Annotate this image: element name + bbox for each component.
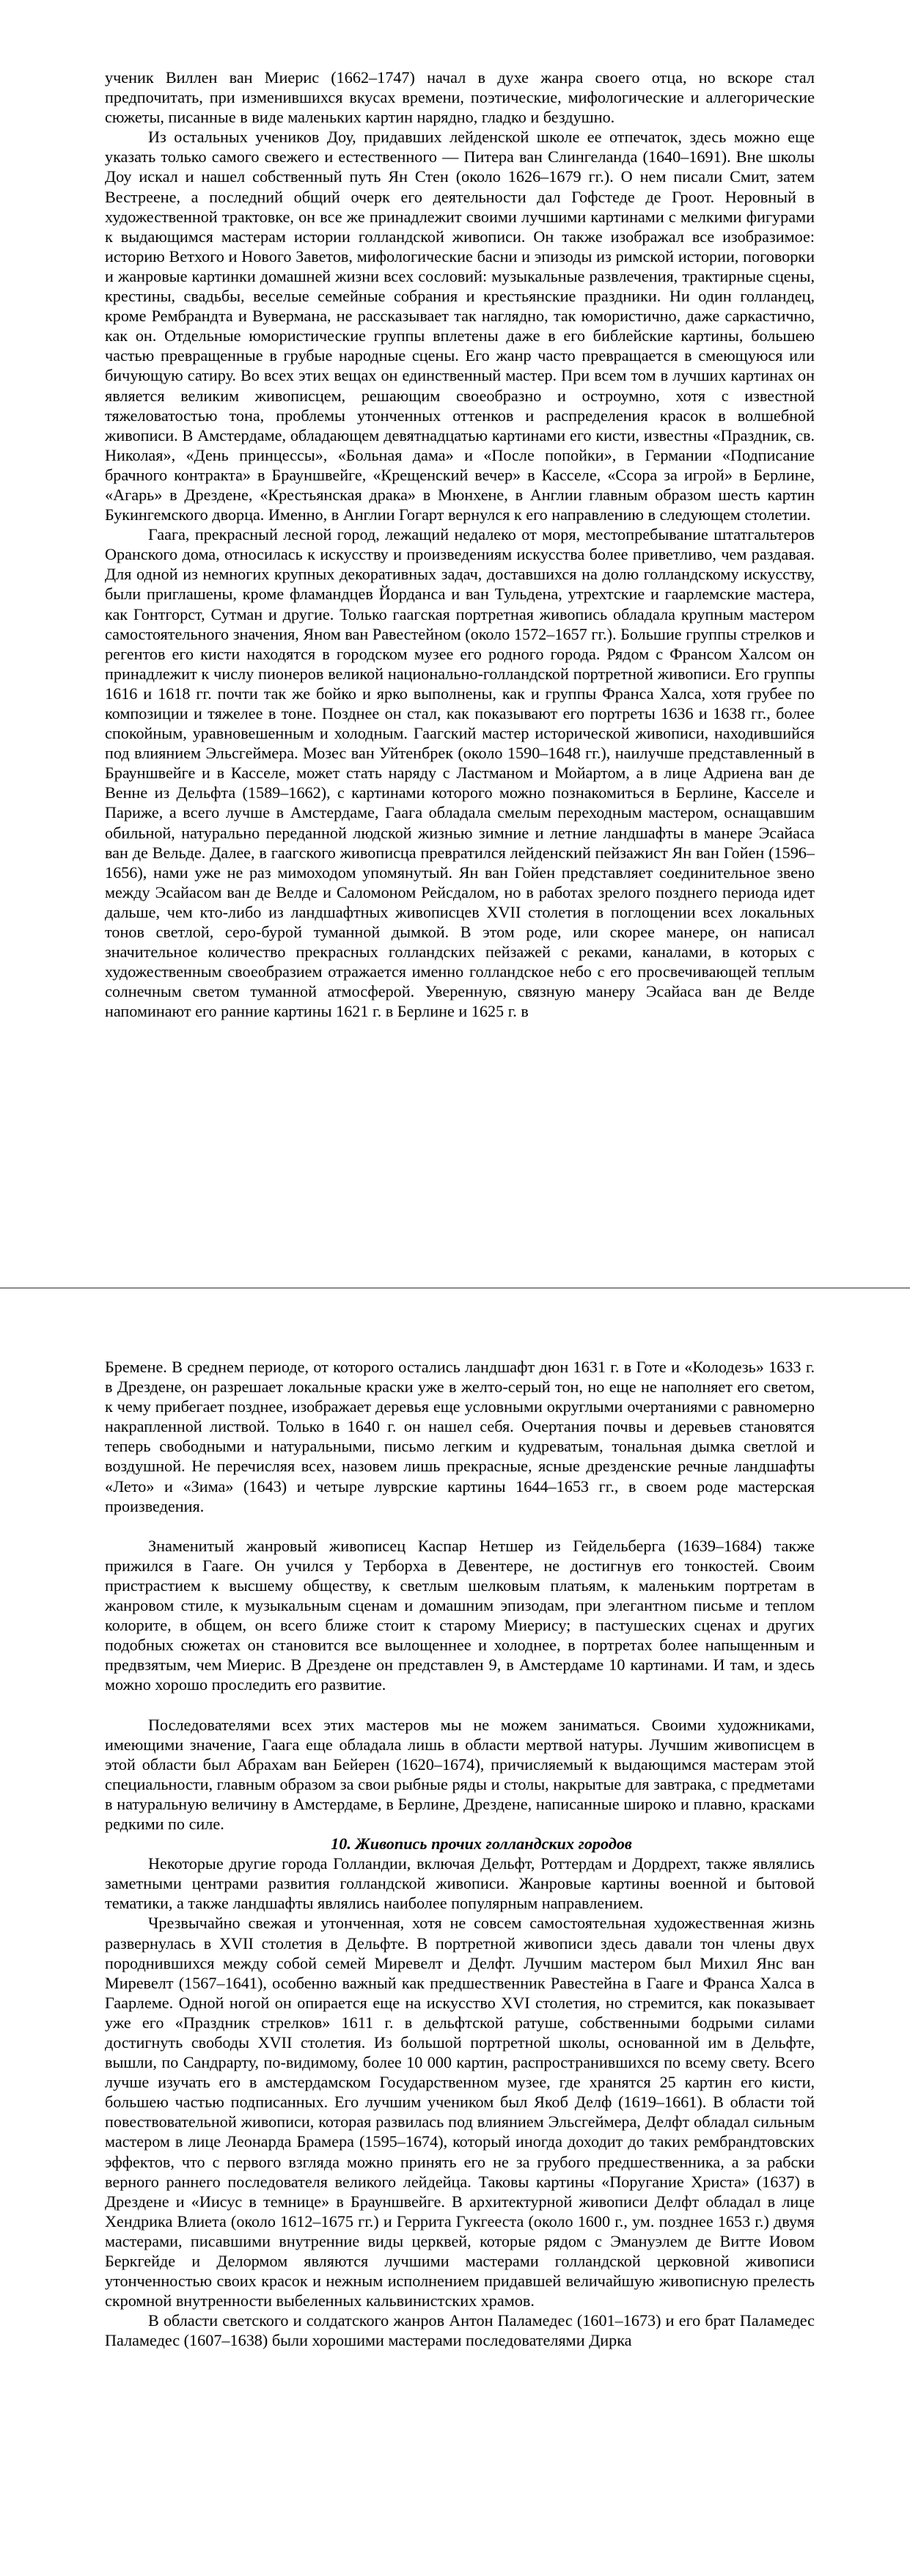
- page-1-text: [105, 67, 815, 1022]
- section-heading: 10. Живопись прочих голландских городов: [331, 1834, 632, 1854]
- page-2: [0, 1289, 910, 2576]
- paragraph: Из остальных учеников Доу, придавших лейденской школе ее отпечаток, здесь можно еще указать только самого свежего и естественного — Питера ван Слингеланда (1640–1691). Вне школы Доу искал и нашел собственный путь Ян Стен (около 1626–1679 гг.). О нем писали Смит, затем Вестреене, а последний общий очерк его деятельности дал Гофстеде де Гроот. Неровный в художественной трактовке, он все же принадлежит своими лучшими картинами с мелкими фигурами к выдающимся мастерам истории голландской живописи. Он также изображал все изобразимое: историю Ветхого и Нового Заветов, мифологические басни и эпизоды из римской истории, поговорки и жанровые картинки домашней жизни всех сословий: музыкальные развлечения, трактирные сцены, крестины, свадьбы, веселые семейные собрания и крестьянские праздники. Ни один голландец, кроме Рембрандта и Вувермана, не рассказывает так наглядно, так юмористично, даже саркастично, как он. Отдельные юмористические группы вплетены даже в его библейские картины, большею частью превращенные в грубые народные сцены. Его жанр часто превращается в смеющуюся или бичующую сатиру. Во всех этих вещах он единственный мастер. При всем том в лучших картинах он является великим живописцем, решающим своеобразно и остроумно, хотя с известной тяжеловатостью тона, проблемы утонченных оттенков и распределения красок в волшебной живописи. В Амстердаме, обладающем девятнадцатью картинами его кисти, известны «Праздник, св. Николая», «День принцессы», «Больная дама» и «После попойки», в Германии «Подписание брачного контракта» в Брауншвейге, «Крещенский вечер» в Касселе, «Ссора за игрой» в Берлине, «Агарь» в Дрездене, «Крестьянская драка» в Мюнхене, в Англии главным образом шесть картин Букингемского дворца. Именно, в Англии Гогарт вернулся к его направлению в следующем столетии.: [105, 128, 815, 524]
- paragraph: Некоторые другие города Голландии, включая Дельфт, Роттердам и Дордрехт, также являлись заметными центрами развития голландской живописи. Жанровые картины военной и бытовой тематики, а также ландшафты являлись наиболее популярным направлением.: [105, 1854, 815, 1913]
- paragraph: Последователями всех этих мастеров мы не можем заниматься. Своими художниками, имеющими значение, Гаага еще обладала лишь в области мертвой натуры. Лучшим живописцем в этой области был Абрахам ван Бейерен (1620–1674), причисляемый к выдающимся мастерам этой специальности, главным образом за свои рыбные ряды и столы, накрытые для завтрака, с предметами в натуральную величину в Амстердаме, в Берлине, Дрездене, написанные широко и плавно, красками редкими по силе.: [105, 1715, 815, 1833]
- page-2-text: [105, 1357, 815, 2351]
- paragraph: Гаага, прекрасный лесной город, лежащий недалеко от моря, местопребывание штатгальтеров Оранского дома, относилась к искусству и произведениям искусства более приветливо, чем раздавая. Для одной из немногих крупных декоративных задач, доставшихся на долю голландскому искусству, были приглашены, кроме фламандцев Йорданса и ван Тульдена, утрехтские и гаарлемские мастера, как Гонтгорст, Сутман и другие. Только гаагская портретная живопись обладала крупным мастером самостоятельного значения, Яном ван Равестейном (около 1572–1657 гг.). Большие группы стрелков и регентов его кисти находятся в городском музее его родного города. Рядом с Франсом Халсом он принадлежит к числу пионеров великой национально-голландской портретной живописи. Его группы 1616 и 1618 гг. почти так же бойко и ярко выполнены, как и группы Франса Халса, хотя грубее по композиции и тяжелее в тоне. Позднее он стал, как показывают его портреты 1636 и 1638 гг., более спокойным, уравновешенным и холодным. Гаагский мастер исторической живописи, находившийся под влиянием Эльсгеймера. Мозес ван Уйтенбрек (около 1590–1648 гг.), наилучше представленный в Брауншвейге и в Касселе, может стать наряду с Ластманом и Мойартом, а в лице Адриена ван де Венне из Дельфта (1589–1662), с картинами которого можно познакомиться в Берлине, Касселе и Париже, а всего лучше в Амстердаме, Гаага обладала смелым переходным мастером, оснащавшим обильной, натурально переданной людской жизнью зимние и летние ландшафты в манере Эсайаса ван де Вельде. Далее, в гаагского живописца превратился лейденский пейзажист Ян ван Гойен (1596–1656), нами уже не раз мимоходом упомянутый. Ян ван Гойен представляет соединительное звено между Эсайасом ван де Велде и Саломоном Рейсдалом, но в работах зрелого позднего периода идет дальше, чем кто-либо из ландшафтных живописцев XVII столетия в поглощении всех локальных тонов светлой, серо-бурой туманной дымкой. В этом роде, или скорее манере, он написал значительное количество прекрасных голландских пейзажей с реками, каналами, в которых с художественным своеобразием отражается именно голландское небо с его просвечивающей теплым солнечным светом туманной атмосферой. Уверенную, связную манеру Эсайаса ван де Велде напоминают его ранние картины 1621 г. в Берлине и 1625 г. в: [105, 525, 815, 1021]
- page-1: [0, 0, 910, 1287]
- paragraph: ученик Виллен ван Миерис (1662–1747) начал в духе жанра своего отца, но вскоре стал предпочитать, при изменившихся вкусах времени, поэтические, мифологические и аллегорические сюжеты, писанные в виде маленьких картин нарядно, гладко и бездушно.: [105, 68, 815, 127]
- paragraph: Чрезвычайно свежая и утонченная, хотя не совсем самостоятельная художественная жизнь развернулась в XVII столетия в Дельфте. В портретной живописи здесь давали тон члены двух породнившихся между собой семей Миревелт и Делфт. Лучшим мастером был Михил Янс ван Миревелт (1567–1641), особенно важный как предшественник Равестейна в Гааге и Франса Халса в Гаарлеме. Одной ногой он опирается еще на искусство XVI столетия, но стремится, как показывает уже его «Праздник стрелков» 1611 г. в дельфтской ратуше, собственными бодрыми силами достигнуть свободы XVII столетия. Из большой портретной школы, основанной им в Дельфте, вышли, по Сандрарту, по-видимому, более 10 000 картин, распространившихся по всему свету. Всего лучше изучать его в амстердамском Государственном музее, где хранятся 25 картин его кисти, большею частью подписанных. Его лучшим учеником был Якоб Делф (1619–1661). В области той повествовательной живописи, которая развилась под влиянием Эльсгеймера, Делфт обладал сильным мастером в лице Леонарда Брамера (1595–1674), который иногда доходит до таких рембрандтовских эффектов, что с первого взгляда можно принять его не за грубого предшественника, а за рабски верного раннего последователя великого лейдейца. Таковы картины «Поругание Христа» (1637) в Дрездене и «Иисус в темнице» в Брауншвейге. В архитектурной живописи Делфт обладал в лице Хендрика Влиета (около 1612–1675 гг.) и Геррита Гукгееста (около 1600 г., ум. позднее 1653 г.) двумя мастерами, писавшими внутренние виды церквей, которые рядом с Эмануэлем де Витте Иовом Беркгейде и Делормом являются лучшими мастерами голландской церковной живописи утонченностью своих красок и нежным исполнением придавшей величайшую живописную прелесть скромной внутренности выбеленных кальвинистских храмов.: [105, 1914, 815, 2310]
- paragraph: В области светского и солдатского жанров Антон Паламедес (1601–1673) и его брат Паламедес Паламедес (1607–1638) были хорошими мастерами последователями Дирка: [105, 2311, 815, 2350]
- paragraph: Знаменитый жанровый живописец Каспар Нетшер из Гейдельберга (1639–1684) также прижился в Гааге. Он учился у Терборха в Девентере, не достигнув его тонкостей. Своим пристрастием к высшему обществу, к светлым шелковым платьям, к маленьким портретам в жанровом стиле, к музыкальным сценам и домашним эпизодам, при элегантном письме и теплом колорите, в общем, он всего ближе стоит к старому Миерису; в пастушеских сценах и других подобных сюжетах он становится все вылощеннее и холоднее, в портретах более напыщенным и предвзятым, чем Миерис. В Дрездене он представлен 9, в Амстердаме 10 картинами. И там, и здесь можно хорошо проследить его развитие.: [105, 1536, 815, 1694]
- paragraph: Бремене. В среднем периоде, от которого остались ландшафт дюн 1631 г. в Готе и «Колодезь» 1633 г. в Дрездене, он разрешает локальные краски уже в желто-серый тон, но еще не наполняет его светом, к чему прибегает позднее, изображает деревья еще условными округлыми очертаниями с равномерно накрапленной листвой. Только в 1640 г. он нашел себя. Очертания почвы и деревьев становятся теперь свободными и натуральными, письмо легким и кудреватым, тональная дымка светлой и воздушной. Не перечисляя всех, назовем лишь прекрасные, ясные дрезденские речные ландшафты «Лето» и «Зима» (1643) и четыре луврские картины 1644–1653 гг., в своем роде мастерская произведения.: [105, 1358, 815, 1515]
